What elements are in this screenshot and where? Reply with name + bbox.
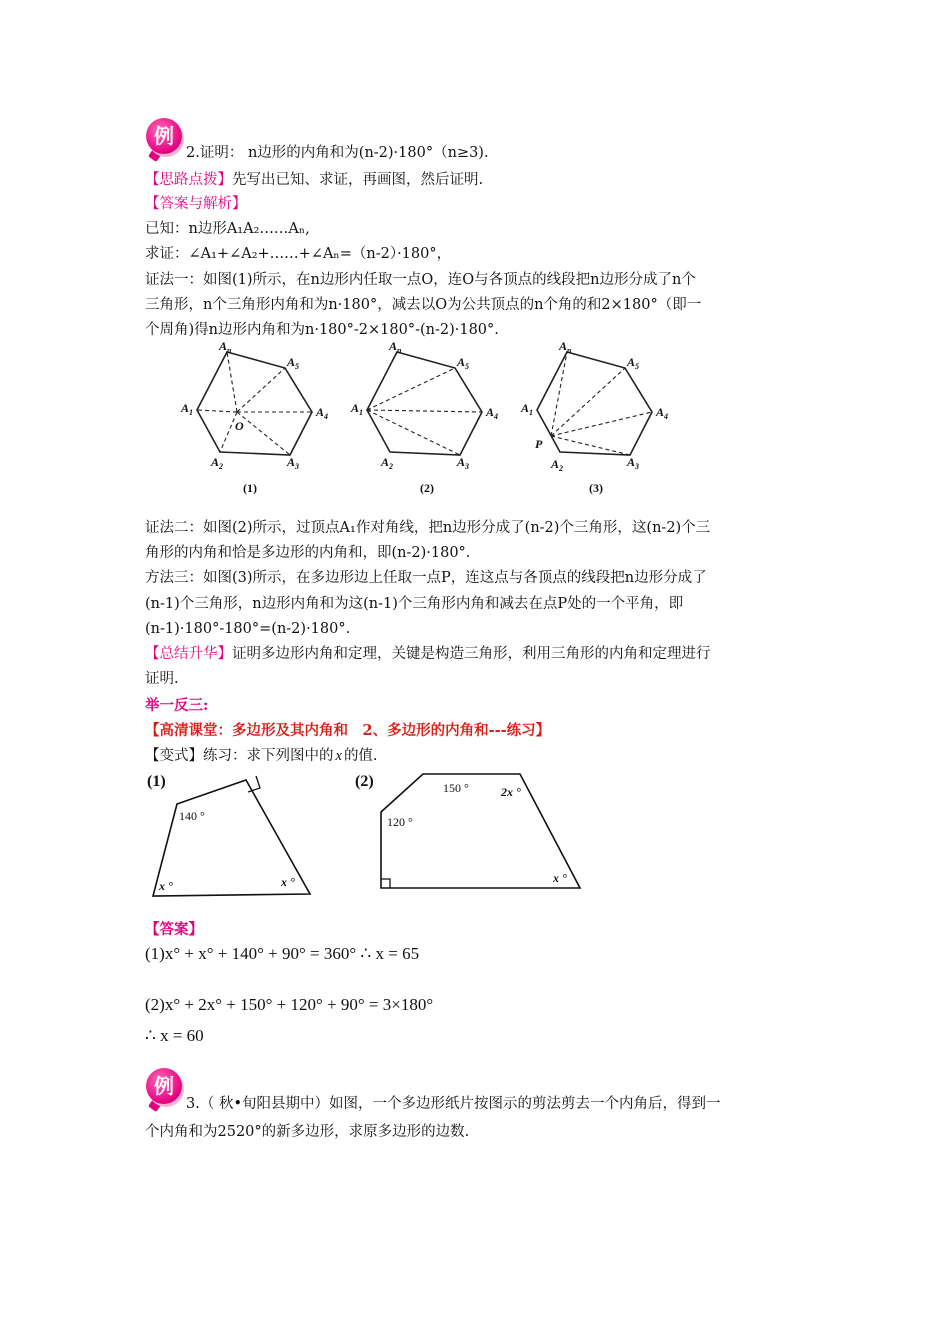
example-badge: 例 (146, 118, 182, 154)
fig2-label-a5: $A_5$ (457, 355, 470, 371)
fig3-label-a3: $A_3$ (627, 455, 640, 471)
variant-label: 【变式】 (145, 748, 203, 764)
hint-line (145, 170, 483, 190)
variant-line (145, 746, 378, 766)
answer-label: 【答案】 (145, 921, 203, 938)
method3-line3: (n-1)·180°-180°=(n-2)·180°. (145, 621, 351, 637)
summary-text: 证明多边形内角和定理，关键是构造三角形，利用三角形的内角和定理进行 (232, 646, 711, 662)
fig2-label-a1: $A_1$ (351, 401, 364, 417)
pentagon-figure (381, 774, 580, 888)
fig2-label-an: $A_n$ (389, 340, 402, 355)
fig3-label-an: $A_n$ (559, 340, 572, 355)
method3-line1: 方法三：如图(3)所示，在多边形边上任取一点P，连这点与各顶点的线段把n边形分成了 (145, 570, 707, 586)
fig2-angle-x: x ° (553, 871, 567, 885)
ex3-line1: 3.（ 秋•旬阳县期中）如图，一个多边形纸片按图示的剪法剪去一个内角后，得到一 (186, 1096, 721, 1112)
answer-equation-1: (1)x° + x° + 140° + 90° = 360° ∴ x = 65 (145, 944, 420, 963)
answer-equation-3: ∴ x = 60 (145, 1026, 204, 1045)
ex2-question: 2.证明： n边形的内角和为(n-2)·180°（n≥3). (186, 145, 489, 161)
fig-caption-2: (2) (420, 481, 434, 495)
variant-var: x (335, 748, 342, 764)
answer-equation-2: (2)x° + 2x° + 150° + 120° + 90° = 3×180° (145, 995, 434, 1014)
fig2-angle-150: 150 ° (443, 781, 469, 795)
fig3-label-a1: $A_1$ (521, 401, 534, 417)
fig1-label-a4: $A_4$ (316, 405, 329, 421)
answer-analysis-label: 【答案与解析】 (145, 196, 247, 212)
practice-figures (145, 768, 615, 898)
method3-line2: (n-1)个三角形，n边形内角和为这(n-1)个三角形内角和减去在点P处的一个平角，即 (145, 596, 684, 612)
method1-line1: 证法一：如图(1)所示，在n边形内任取一点O，连O与各顶点的线段把n边形分成了n个 (145, 272, 696, 288)
fig1-label-a3: $A_3$ (287, 455, 300, 471)
summary-line1 (145, 644, 711, 664)
fig1-angle-x-left: x ° (159, 879, 173, 893)
summary-line2: 证明. (145, 671, 179, 687)
method1-line3: 个周角)得n边形内角和为n·180°-2×180°-(n-2)·180°. (145, 322, 499, 338)
method2-line1: 证法二：如图(2)所示，过顶点A₁作对角线，把n边形分成了(n-2)个三角形，这(n-2)个三 (145, 520, 711, 536)
ex3-line2: 个内角和为2520°的新多边形，求原多边形的边数. (145, 1124, 470, 1140)
example-badge-3: 例 (146, 1068, 182, 1104)
fig-caption-3: (3) (589, 481, 603, 495)
fig-caption-1: (1) (243, 481, 257, 495)
polygon-proof-figures (175, 340, 695, 500)
fig3-label-p: P (535, 437, 543, 451)
fig3-label-a5: $A_5$ (627, 355, 640, 371)
fig2-label-a3: $A_3$ (457, 455, 470, 471)
fig2-angle-120: 120 ° (387, 815, 413, 829)
fig1-label-o: O (235, 419, 244, 433)
fig1-label-a2: $A_2$ (211, 455, 224, 471)
hint-text: 先写出已知、求证，再画图，然后证明. (232, 172, 484, 188)
fig1-angle-x-right: x ° (281, 875, 295, 889)
fig2-label-a2: $A_2$ (381, 455, 394, 471)
summary-label: 【总结升华】 (145, 646, 232, 662)
fig1-label-a1: $A_1$ (181, 401, 194, 417)
method2-line2: 角形的内角和恰是多边形的内角和，即(n-2)·180°. (145, 545, 471, 561)
practice-heading: 举一反三: (145, 697, 209, 714)
fig3-label-a4: $A_4$ (656, 405, 669, 421)
prove-line: 求证：∠A₁+∠A₂+……+∠Aₙ=（n-2）·180°， (145, 246, 452, 262)
fig1-angle-140: 140 ° (179, 809, 205, 823)
variant-text-pre: 练习：求下列图中的 (203, 748, 334, 764)
given-line: 已知：n边形A₁A₂……Aₙ, (145, 221, 310, 237)
fig1-label-an: $A_n$ (219, 340, 232, 355)
fig2-angle-2x: 2x ° (501, 785, 521, 799)
method1-line2: 三角形，n个三角形内角和为n·180°，减去以O为公共顶点的n个角的和2×180°（即一 (145, 297, 702, 313)
practice-fig2-label: (2) (355, 773, 374, 790)
fig3-label-a2: $A_2$ (551, 457, 564, 473)
fig1-label-a5: $A_5$ (287, 355, 300, 371)
variant-text-post: 的值. (343, 748, 378, 764)
hint-label: 【思路点拨】 (145, 172, 232, 188)
practice-fig1-label: (1) (147, 773, 166, 790)
course-heading: 【高清课堂：多边形及其内角和 2、多边形的内角和---练习】 (145, 722, 551, 739)
fig2-label-a4: $A_4$ (486, 405, 499, 421)
